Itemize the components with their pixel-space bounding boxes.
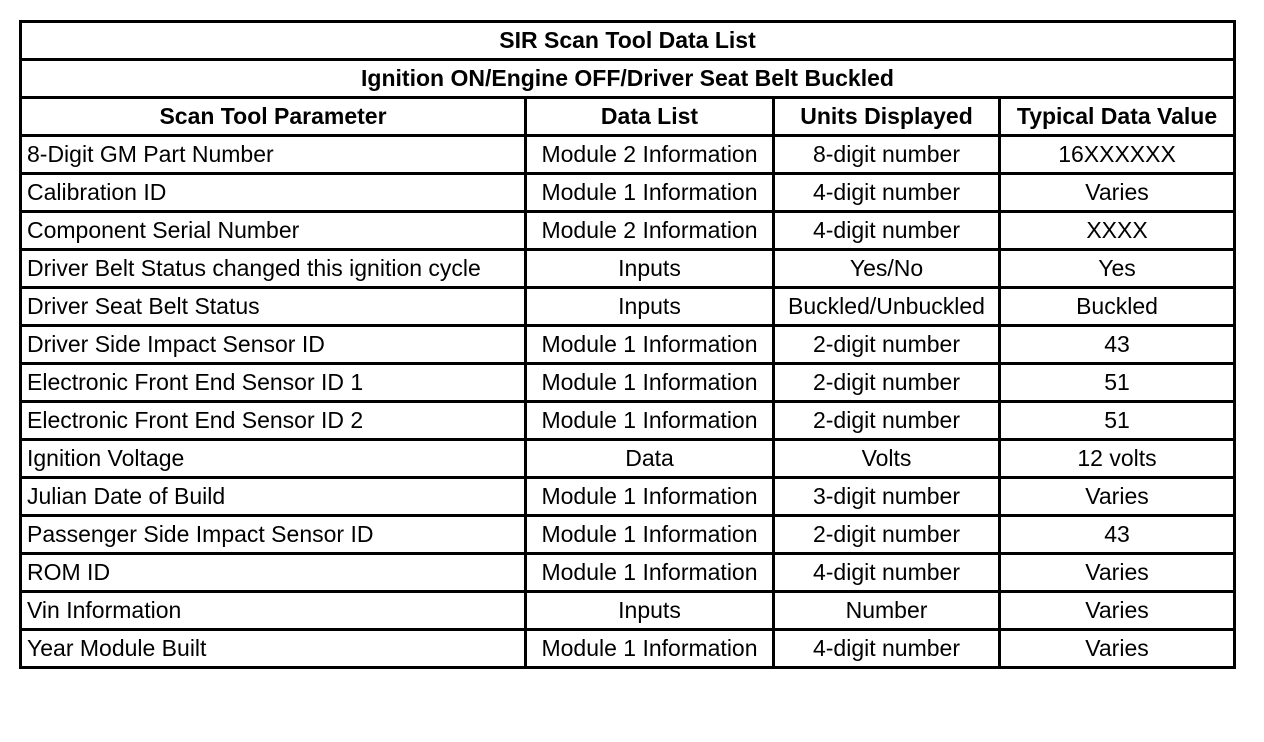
typical-value-cell: 51 bbox=[1000, 402, 1235, 440]
data-list-cell: Module 1 Information bbox=[526, 516, 774, 554]
table-body bbox=[21, 136, 1235, 668]
parameter-cell: Ignition Voltage bbox=[21, 440, 526, 478]
typical-value-cell: 16XXXXXX bbox=[1000, 136, 1235, 174]
column-header-units: Units Displayed bbox=[774, 98, 1000, 136]
data-list-cell: Module 1 Information bbox=[526, 554, 774, 592]
table-subtitle: Ignition ON/Engine OFF/Driver Seat Belt Buckled bbox=[21, 60, 1235, 98]
table-row bbox=[21, 478, 1235, 516]
table-row bbox=[21, 402, 1235, 440]
table-row bbox=[21, 326, 1235, 364]
typical-value-cell: 43 bbox=[1000, 516, 1235, 554]
units-cell: Yes/No bbox=[774, 250, 1000, 288]
table-row bbox=[21, 288, 1235, 326]
parameter-cell: ROM ID bbox=[21, 554, 526, 592]
parameter-cell: Calibration ID bbox=[21, 174, 526, 212]
units-cell: 4-digit number bbox=[774, 554, 1000, 592]
units-cell: 4-digit number bbox=[774, 212, 1000, 250]
units-cell: 4-digit number bbox=[774, 630, 1000, 668]
data-list-cell: Module 2 Information bbox=[526, 136, 774, 174]
subtitle-row bbox=[21, 60, 1235, 98]
column-header-typical-value: Typical Data Value bbox=[1000, 98, 1235, 136]
title-row bbox=[21, 22, 1235, 60]
parameter-cell: Electronic Front End Sensor ID 1 bbox=[21, 364, 526, 402]
table-title: SIR Scan Tool Data List bbox=[21, 22, 1235, 60]
data-list-cell: Module 1 Information bbox=[526, 402, 774, 440]
units-cell: Buckled/Unbuckled bbox=[774, 288, 1000, 326]
parameter-cell: 8-Digit GM Part Number bbox=[21, 136, 526, 174]
column-header-data-list: Data List bbox=[526, 98, 774, 136]
typical-value-cell: 43 bbox=[1000, 326, 1235, 364]
parameter-cell: Passenger Side Impact Sensor ID bbox=[21, 516, 526, 554]
column-header-parameter: Scan Tool Parameter bbox=[21, 98, 526, 136]
parameter-cell: Driver Side Impact Sensor ID bbox=[21, 326, 526, 364]
table-row bbox=[21, 592, 1235, 630]
table-row bbox=[21, 250, 1235, 288]
units-cell: 2-digit number bbox=[774, 402, 1000, 440]
table-row bbox=[21, 630, 1235, 668]
typical-value-cell: 51 bbox=[1000, 364, 1235, 402]
sir-scan-tool-data-table bbox=[19, 20, 1236, 669]
parameter-cell: Driver Belt Status changed this ignition cycle bbox=[21, 250, 526, 288]
parameter-cell: Julian Date of Build bbox=[21, 478, 526, 516]
typical-value-cell: Buckled bbox=[1000, 288, 1235, 326]
data-list-cell: Module 2 Information bbox=[526, 212, 774, 250]
data-list-cell: Module 1 Information bbox=[526, 174, 774, 212]
table-row bbox=[21, 136, 1235, 174]
typical-value-cell: Varies bbox=[1000, 554, 1235, 592]
data-list-cell: Inputs bbox=[526, 250, 774, 288]
table-row bbox=[21, 516, 1235, 554]
units-cell: 2-digit number bbox=[774, 326, 1000, 364]
units-cell: Number bbox=[774, 592, 1000, 630]
units-cell: Volts bbox=[774, 440, 1000, 478]
data-list-cell: Inputs bbox=[526, 288, 774, 326]
units-cell: 8-digit number bbox=[774, 136, 1000, 174]
typical-value-cell: Varies bbox=[1000, 174, 1235, 212]
table-row bbox=[21, 174, 1235, 212]
table-row bbox=[21, 212, 1235, 250]
parameter-cell: Component Serial Number bbox=[21, 212, 526, 250]
data-list-cell: Module 1 Information bbox=[526, 630, 774, 668]
parameter-cell: Vin Information bbox=[21, 592, 526, 630]
header-row bbox=[21, 98, 1235, 136]
parameter-cell: Driver Seat Belt Status bbox=[21, 288, 526, 326]
units-cell: 3-digit number bbox=[774, 478, 1000, 516]
typical-value-cell: Varies bbox=[1000, 630, 1235, 668]
table-row bbox=[21, 440, 1235, 478]
data-list-cell: Module 1 Information bbox=[526, 478, 774, 516]
table-row bbox=[21, 364, 1235, 402]
units-cell: 2-digit number bbox=[774, 516, 1000, 554]
parameter-cell: Electronic Front End Sensor ID 2 bbox=[21, 402, 526, 440]
data-list-cell: Data bbox=[526, 440, 774, 478]
typical-value-cell: Yes bbox=[1000, 250, 1235, 288]
data-list-cell: Module 1 Information bbox=[526, 364, 774, 402]
units-cell: 4-digit number bbox=[774, 174, 1000, 212]
typical-value-cell: XXXX bbox=[1000, 212, 1235, 250]
data-list-cell: Module 1 Information bbox=[526, 326, 774, 364]
typical-value-cell: Varies bbox=[1000, 478, 1235, 516]
data-list-cell: Inputs bbox=[526, 592, 774, 630]
typical-value-cell: Varies bbox=[1000, 592, 1235, 630]
parameter-cell: Year Module Built bbox=[21, 630, 526, 668]
table-row bbox=[21, 554, 1235, 592]
units-cell: 2-digit number bbox=[774, 364, 1000, 402]
typical-value-cell: 12 volts bbox=[1000, 440, 1235, 478]
